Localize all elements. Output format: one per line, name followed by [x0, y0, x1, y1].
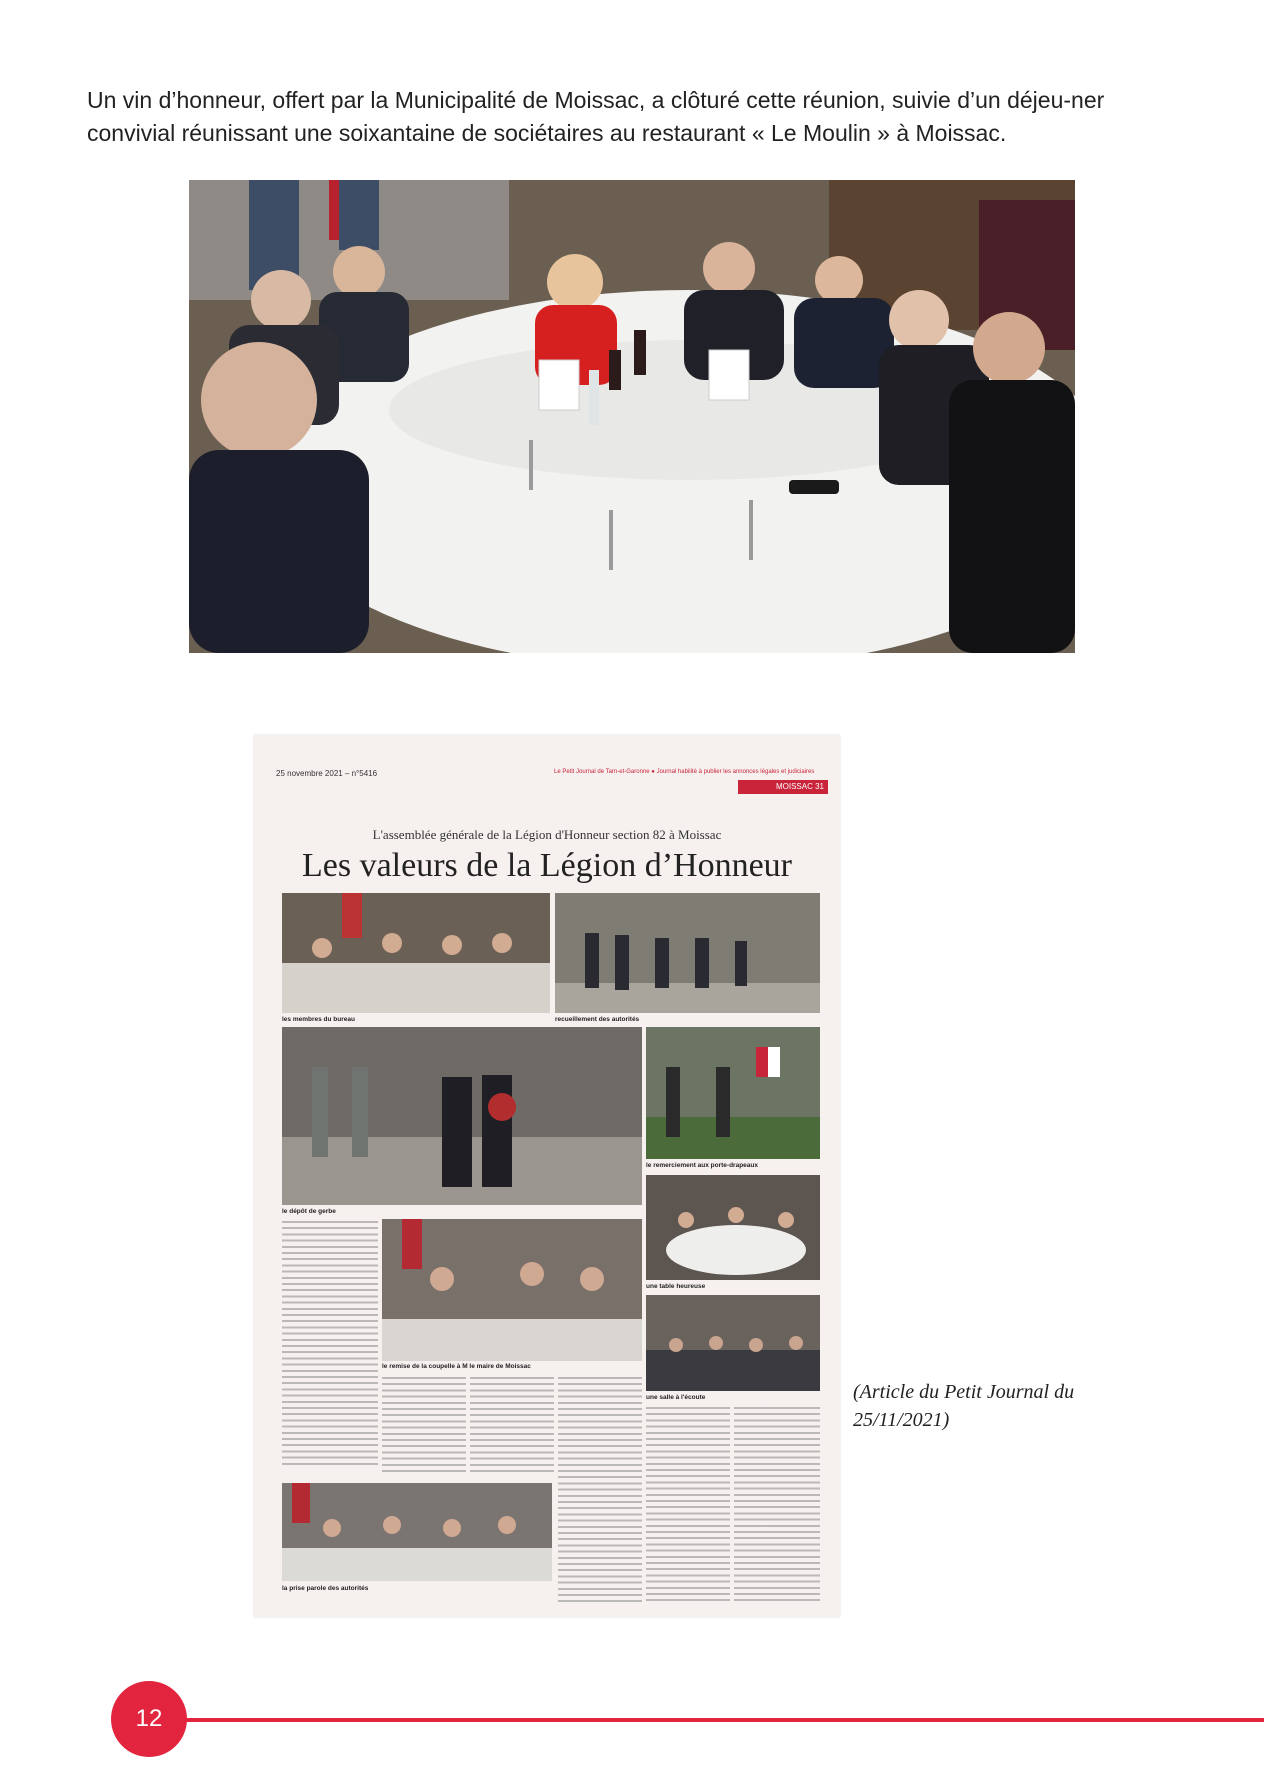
caption-wreath: le dépôt de gerbe — [282, 1208, 336, 1215]
newspaper-clipping — [254, 735, 840, 1617]
clipping-photo-coupelle — [382, 1219, 642, 1361]
footer-rule — [183, 1718, 1264, 1722]
caption-authorities: recueillement des autorités — [555, 1016, 640, 1023]
article-column-5 — [646, 1405, 730, 1603]
caption-speech: la prise parole des autorités — [282, 1585, 369, 1592]
clipping-publisher: Le Petit Journal de Tarn-et-Garonne ● Journal habilité à publier les annonces légales et judiciaires — [554, 769, 815, 775]
clipping-photo-audience — [646, 1295, 820, 1391]
clipping-kicker: L'assemblée générale de la Légion d'Honneur section 82 à Moissac — [372, 827, 722, 842]
clipping-photo-table — [646, 1175, 820, 1280]
article-column-3 — [470, 1375, 554, 1475]
page-number: 12 — [111, 1681, 187, 1757]
caption-bureau: les membres du bureau — [282, 1016, 355, 1023]
clipping-photo-flags — [646, 1027, 820, 1159]
caption-flag-bearers: le remerciement aux porte-drapeaux — [646, 1162, 758, 1169]
clipping-photo-authorities — [555, 893, 820, 1013]
clipping-photo-wreath — [282, 1027, 642, 1205]
clipping-photo-bureau — [282, 893, 550, 1013]
caption-table: une table heureuse — [646, 1283, 706, 1290]
article-column-1 — [282, 1219, 378, 1469]
article-column-6 — [734, 1405, 820, 1603]
banquet-photo-illustration — [189, 180, 1075, 653]
clipping-title: Les valeurs de la Légion d’Honneur — [302, 847, 792, 884]
banquet-photo — [189, 180, 1075, 653]
intro-paragraph: Un vin d’honneur, offert par la Municipalité de Moissac, a clôturé cette réunion, suivie d’un déjeu-ner convivial réunissant une soixantaine de sociétaires au restaurant « Le Moulin » à Moissac. — [87, 87, 1105, 146]
caption-coupelle: le remise de la coupelle à M le maire de Moissac — [382, 1363, 531, 1370]
article-column-2 — [382, 1375, 466, 1475]
article-credit: (Article du Petit Journal du 25/11/2021) — [853, 1381, 1075, 1431]
caption-audience: une salle à l'écoute — [646, 1394, 706, 1401]
clipping-section: MOISSAC 31 — [738, 780, 828, 794]
clipping-photo-speech — [282, 1483, 552, 1581]
clipping-dateline: 25 novembre 2021 – n°5416 — [276, 769, 378, 778]
article-column-4 — [558, 1375, 642, 1603]
